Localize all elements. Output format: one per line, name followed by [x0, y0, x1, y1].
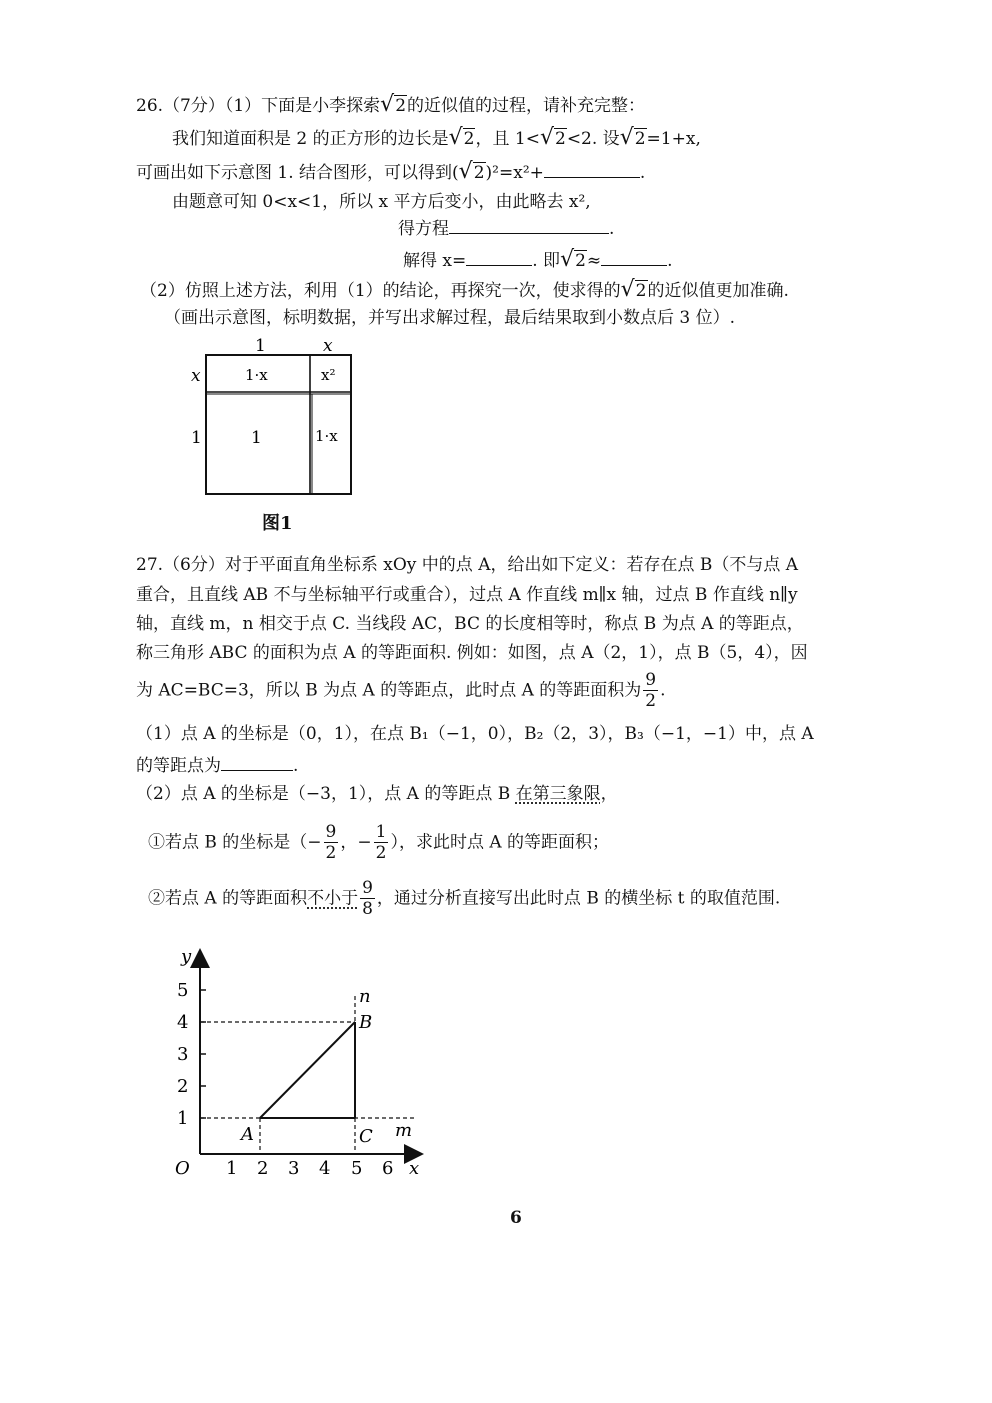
point-A-label: A [241, 1124, 254, 1145]
q27-c1: ①若点 B 的坐标是（− $\frac{9}{2}$ ，− $\frac{1}{2}$ ），求此时点 A 的等距面积； [148, 822, 610, 863]
sqrt-2: √ 2 [539, 125, 566, 150]
page-number: 6 [510, 1208, 522, 1228]
q27-s1b: 的等距点为 . [136, 752, 298, 778]
y-tick-label: 2 [177, 1076, 189, 1097]
figure-1 [185, 333, 365, 508]
fraction-9-8: $\frac{9}{8}$ [362, 878, 373, 919]
fraction-9-2: $\frac{9}{2}$ [645, 670, 657, 711]
q26-part2: （2）仿照上述方法，利用（1）的结论，再探究一次，使求得的 √ 2 的近似值更加准确. [140, 277, 789, 302]
x-ticks [226, 1158, 393, 1179]
line-m-label: m [395, 1120, 413, 1141]
fraction: $\frac{9}{2}$ [325, 822, 337, 863]
y-ticks [177, 980, 206, 1129]
q27-p2: 重合，且直线 AB 不与坐标轴平行或重合），过点 A 作直线 m∥x 轴，过点 B 作直线 n∥y [136, 585, 798, 605]
x-tick-label: 1 [226, 1158, 238, 1179]
q27-p3: 轴，直线 m，n 相交于点 C. 当线段 AC，BC 的长度相等时，称点 B 为点 A 的等距点， [136, 614, 804, 634]
q27-p1: 27.（6分）对于平面直角坐标系 xOy 中的点 A，给出如下定义：若存在点 B（不与点 A [136, 555, 799, 575]
sqrt-2: √ 2 [620, 277, 647, 302]
cell-label: 1·x [245, 366, 268, 384]
point-C-label: C [359, 1126, 373, 1147]
fig-top-label: 1 [255, 336, 266, 356]
figure-caption: 图1 [262, 513, 293, 534]
q27-s2: （2）点 A 的坐标是（−3，1），点 A 的等距点 B 在第三象限， [136, 784, 618, 804]
q26-line3: 由题意可知 0<x<1，所以 x 平方后变小，由此略去 x², [172, 192, 591, 212]
q26-line5: 解得 x= . 即 √ 2 ≈ . [403, 247, 673, 272]
answer-blank[interactable] [544, 159, 640, 178]
q27-s1a: （1）点 A 的坐标是（0，1），在点 B₁（−1，0），B₂（2，3），B₃（−1，−1）中，点 A [136, 724, 814, 744]
cell-label: 1 [251, 428, 262, 448]
q26-line2: 可画出如下示意图 1. 结合图形，可以得到( √ 2 )²=x²+ . [136, 159, 646, 184]
x-tick-label: 4 [319, 1158, 331, 1179]
q26-line1: 我们知道面积是 2 的正方形的边长是 √ 2 ，且 1< √ 2 <2. 设 √ 2 =1+x, [172, 125, 701, 150]
q27-c2: ②若点 A 的等距面积不小于 $\frac{9}{8}$ ，通过分析直接写出此时点 B 的横坐标 t 的取值范围. [148, 878, 781, 919]
sqrt-2: √ 2 [560, 247, 586, 272]
cell-label: 1·x [315, 427, 338, 445]
cell-label: x² [321, 366, 336, 384]
sqrt-2: √ 2 [619, 125, 646, 150]
sqrt-2: √ 2 [458, 159, 485, 184]
y-tick-label: 1 [177, 1108, 189, 1129]
x-tick-label: 5 [351, 1158, 363, 1179]
sqrt-2: √ 2 [380, 92, 407, 117]
y-tick-label: 4 [177, 1012, 189, 1033]
y-axis-label: y [181, 946, 192, 967]
answer-blank[interactable] [466, 247, 532, 266]
sqrt-2: √ 2 [448, 125, 475, 150]
answer-blank[interactable] [221, 752, 293, 771]
fraction: $\frac{1}{2}$ [375, 822, 387, 863]
line-n-label: n [359, 986, 371, 1007]
y-tick-label: 5 [177, 980, 189, 1001]
q27-p4: 称三角形 ABC 的面积为点 A 的等距面积. 例如：如图，点 A（2，1），点 B（5，4），因 [136, 643, 808, 663]
q26-heading: 26.（7分）（1）下面是小李探索 √ 2 的近似值的过程，请补充完整： [136, 92, 646, 117]
answer-blank[interactable] [449, 215, 609, 234]
x-tick-label: 3 [288, 1158, 300, 1179]
q26-part2-note: （画出示意图，标明数据，并写出求解过程，最后结果取到小数点后 3 位）. [164, 308, 736, 328]
x-axis-label: x [409, 1158, 420, 1179]
x-tick-label: 6 [382, 1158, 394, 1179]
q27-p5: 为 AC=BC=3，所以 B 为点 A 的等距点，此时点 A 的等距面积为 $\frac{9}{2}$ . [136, 670, 666, 711]
q26-line4: 得方程 . [398, 215, 614, 241]
coordinate-graph [165, 940, 435, 1180]
point-B-label: B [359, 1012, 373, 1033]
segment-AB [260, 1022, 355, 1118]
x-tick-label: 2 [257, 1158, 269, 1179]
origin-label: O [175, 1158, 190, 1179]
fig-side-label: x [191, 366, 201, 386]
answer-blank[interactable] [601, 247, 667, 266]
fig-top-label: x [323, 336, 333, 356]
fig-side-label: 1 [191, 428, 202, 448]
y-tick-label: 3 [177, 1044, 189, 1065]
